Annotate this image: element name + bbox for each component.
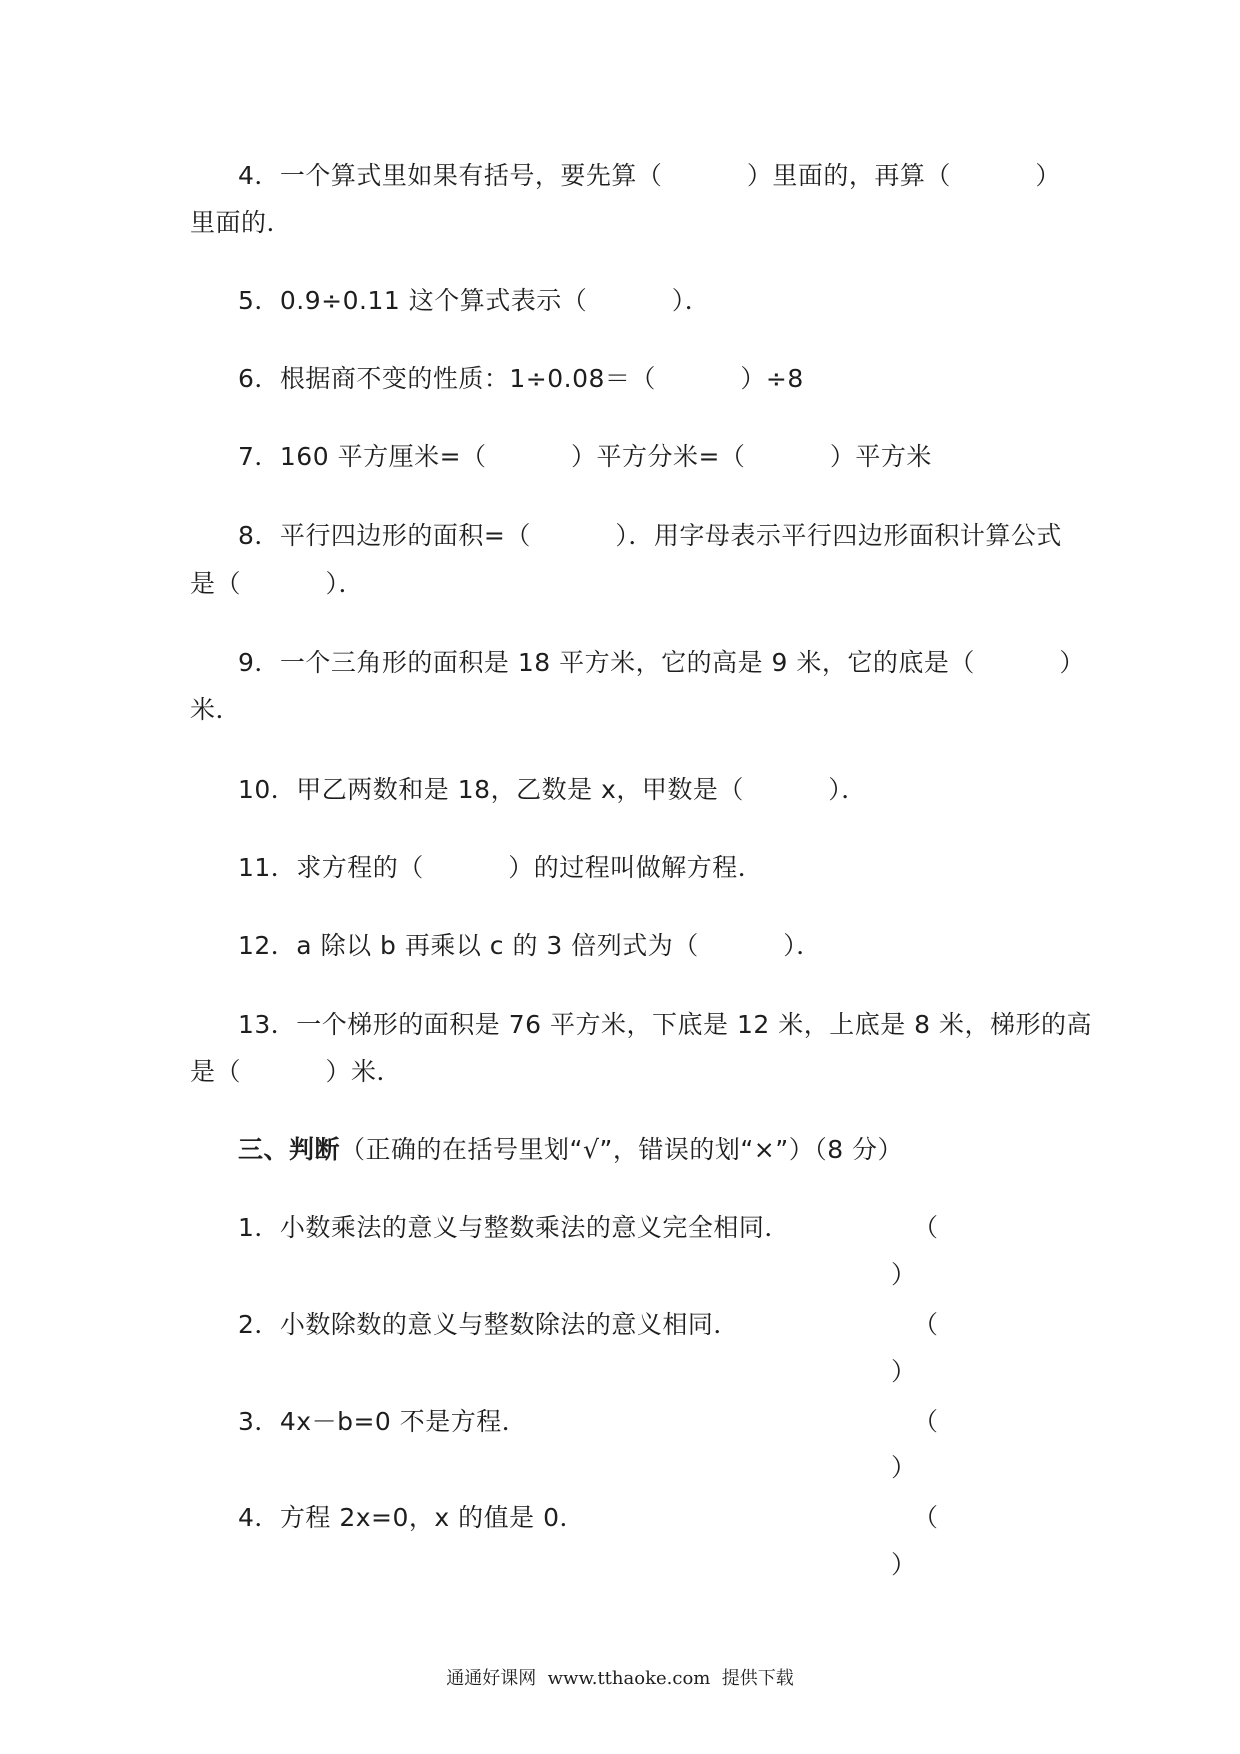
judgment-item-2-text: 2．小数除数的意义与整数除法的意义相同． (238, 1310, 739, 1339)
section-3-instructions: （正确的在括号里划“√”，错误的划“×”）（8 分） (340, 1135, 904, 1164)
question-6: 6．根据商不变的性质：1÷0.08＝（ ）÷8 (238, 364, 804, 393)
question-10: 10．甲乙两数和是 18，乙数是 x，甲数是（ ）． (238, 775, 867, 804)
question-8-line-1: 8．平行四边形的面积=（ ）．用字母表示平行四边形面积计算公式 (238, 521, 1062, 550)
page-footer: 通通好课网 www.tthaoke.com 提供下载 (446, 1668, 794, 1689)
question-9-line-1: 9．一个三角形的面积是 18 平方米，它的高是 9 米，它的底是（ ） (238, 648, 1085, 677)
question-4-line-1: 4．一个算式里如果有括号，要先算（ ）里面的，再算（ ） (238, 161, 1061, 190)
judgment-item-3-open-paren: （ (913, 1407, 939, 1436)
question-12: 12．a 除以 b 再乘以 c 的 3 倍列式为（ ）． (238, 931, 822, 960)
judgment-item-2-close-paren: ） (891, 1357, 917, 1386)
judgment-item-3-text: 3．4x－b=0 不是方程． (238, 1407, 528, 1436)
question-11: 11．求方程的（ ）的过程叫做解方程． (238, 853, 764, 882)
section-3-title: 三、判断 (238, 1135, 341, 1164)
question-9-line-2: 米． (190, 695, 242, 724)
question-5: 5．0.9÷0.11 这个算式表示（ ）． (238, 286, 711, 315)
judgment-item-4-close-paren: ） (891, 1550, 917, 1579)
judgment-item-4-text: 4．方程 2x=0，x 的值是 0． (238, 1503, 586, 1532)
judgment-item-1-text: 1．小数乘法的意义与整数乘法的意义完全相同． (238, 1213, 790, 1242)
question-13-line-2: 是（ ）米． (190, 1057, 402, 1086)
section-3-heading (238, 1135, 903, 1165)
judgment-item-4-open-paren: （ (913, 1503, 939, 1532)
question-13-line-1: 13．一个梯形的面积是 76 平方米，下底是 12 米，上底是 8 米，梯形的高 (238, 1010, 1093, 1039)
judgment-item-1-close-paren: ） (891, 1260, 917, 1289)
judgment-item-3-close-paren: ） (891, 1453, 917, 1482)
question-8-line-2: 是（ ）． (190, 569, 364, 598)
question-4-line-2: 里面的． (190, 208, 293, 237)
judgment-item-1-open-paren: （ (913, 1213, 939, 1242)
judgment-item-2-open-paren: （ (913, 1310, 939, 1339)
question-7: 7．160 平方厘米=（ ）平方分米=（ ）平方米 (238, 442, 932, 471)
